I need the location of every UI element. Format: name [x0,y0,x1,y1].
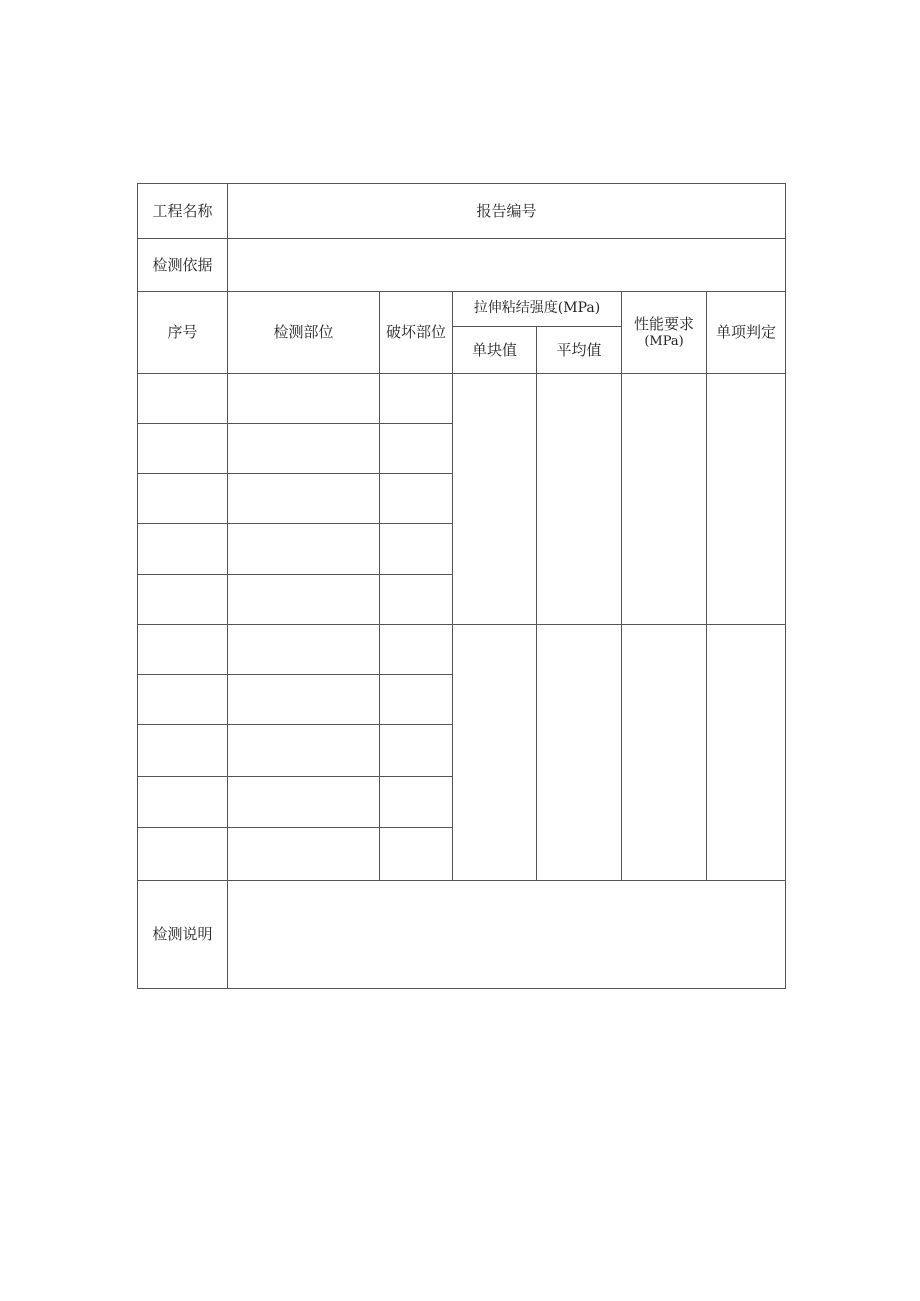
basis-row [138,239,786,292]
seq-cell[interactable] [138,828,228,881]
basis-value-cell[interactable] [228,239,786,292]
table-row [138,374,786,424]
notes-value-cell[interactable] [228,881,786,989]
requirement-header-label: 性能要求 [633,315,694,333]
failure-cell[interactable] [380,575,453,625]
seq-cell[interactable] [138,777,228,828]
column-header-row-1 [138,292,786,327]
location-cell[interactable] [228,828,380,881]
strength-header: 拉伸粘结强度(MPa) [453,292,622,327]
judgement-header: 单项判定 [707,292,786,374]
location-cell[interactable] [228,474,380,524]
seq-cell[interactable] [138,575,228,625]
failure-cell[interactable] [380,374,453,424]
single-value-header: 单块值 [453,327,537,374]
location-cell[interactable] [228,625,380,675]
notes-row [138,881,786,989]
location-cell[interactable] [228,777,380,828]
location-cell[interactable] [228,424,380,474]
location-cell[interactable] [228,725,380,777]
average-value-cell[interactable] [537,625,622,881]
requirement-cell[interactable] [622,374,707,625]
failure-cell[interactable] [380,474,453,524]
seq-cell[interactable] [138,625,228,675]
requirement-cell[interactable] [622,625,707,881]
seq-cell[interactable] [138,374,228,424]
basis-label: 检测依据 [138,239,228,292]
project-name-label: 工程名称 [138,184,228,239]
judgement-cell[interactable] [707,625,786,881]
seq-header: 序号 [138,292,228,374]
failure-cell[interactable] [380,625,453,675]
report-no-label: 报告编号 [228,184,786,239]
seq-cell[interactable] [138,474,228,524]
failure-cell[interactable] [380,675,453,725]
single-value-cell[interactable] [453,374,537,625]
seq-cell[interactable] [138,725,228,777]
project-row [138,184,786,239]
seq-cell[interactable] [138,424,228,474]
judgement-cell[interactable] [707,374,786,625]
failure-header: 破坏部位 [380,292,453,374]
notes-label: 检测说明 [138,881,228,989]
seq-cell[interactable] [138,524,228,575]
location-cell[interactable] [228,524,380,575]
requirement-header-unit: (MPa) [644,333,684,349]
failure-cell[interactable] [380,828,453,881]
test-report-form [137,183,786,989]
location-cell[interactable] [228,575,380,625]
average-value-cell[interactable] [537,374,622,625]
requirement-header [622,292,707,374]
failure-cell[interactable] [380,424,453,474]
location-cell[interactable] [228,675,380,725]
location-cell[interactable] [228,374,380,424]
failure-cell[interactable] [380,777,453,828]
single-value-cell[interactable] [453,625,537,881]
average-value-header: 平均值 [537,327,622,374]
location-header: 检测部位 [228,292,380,374]
failure-cell[interactable] [380,725,453,777]
seq-cell[interactable] [138,675,228,725]
table-row [138,625,786,675]
failure-cell[interactable] [380,524,453,575]
